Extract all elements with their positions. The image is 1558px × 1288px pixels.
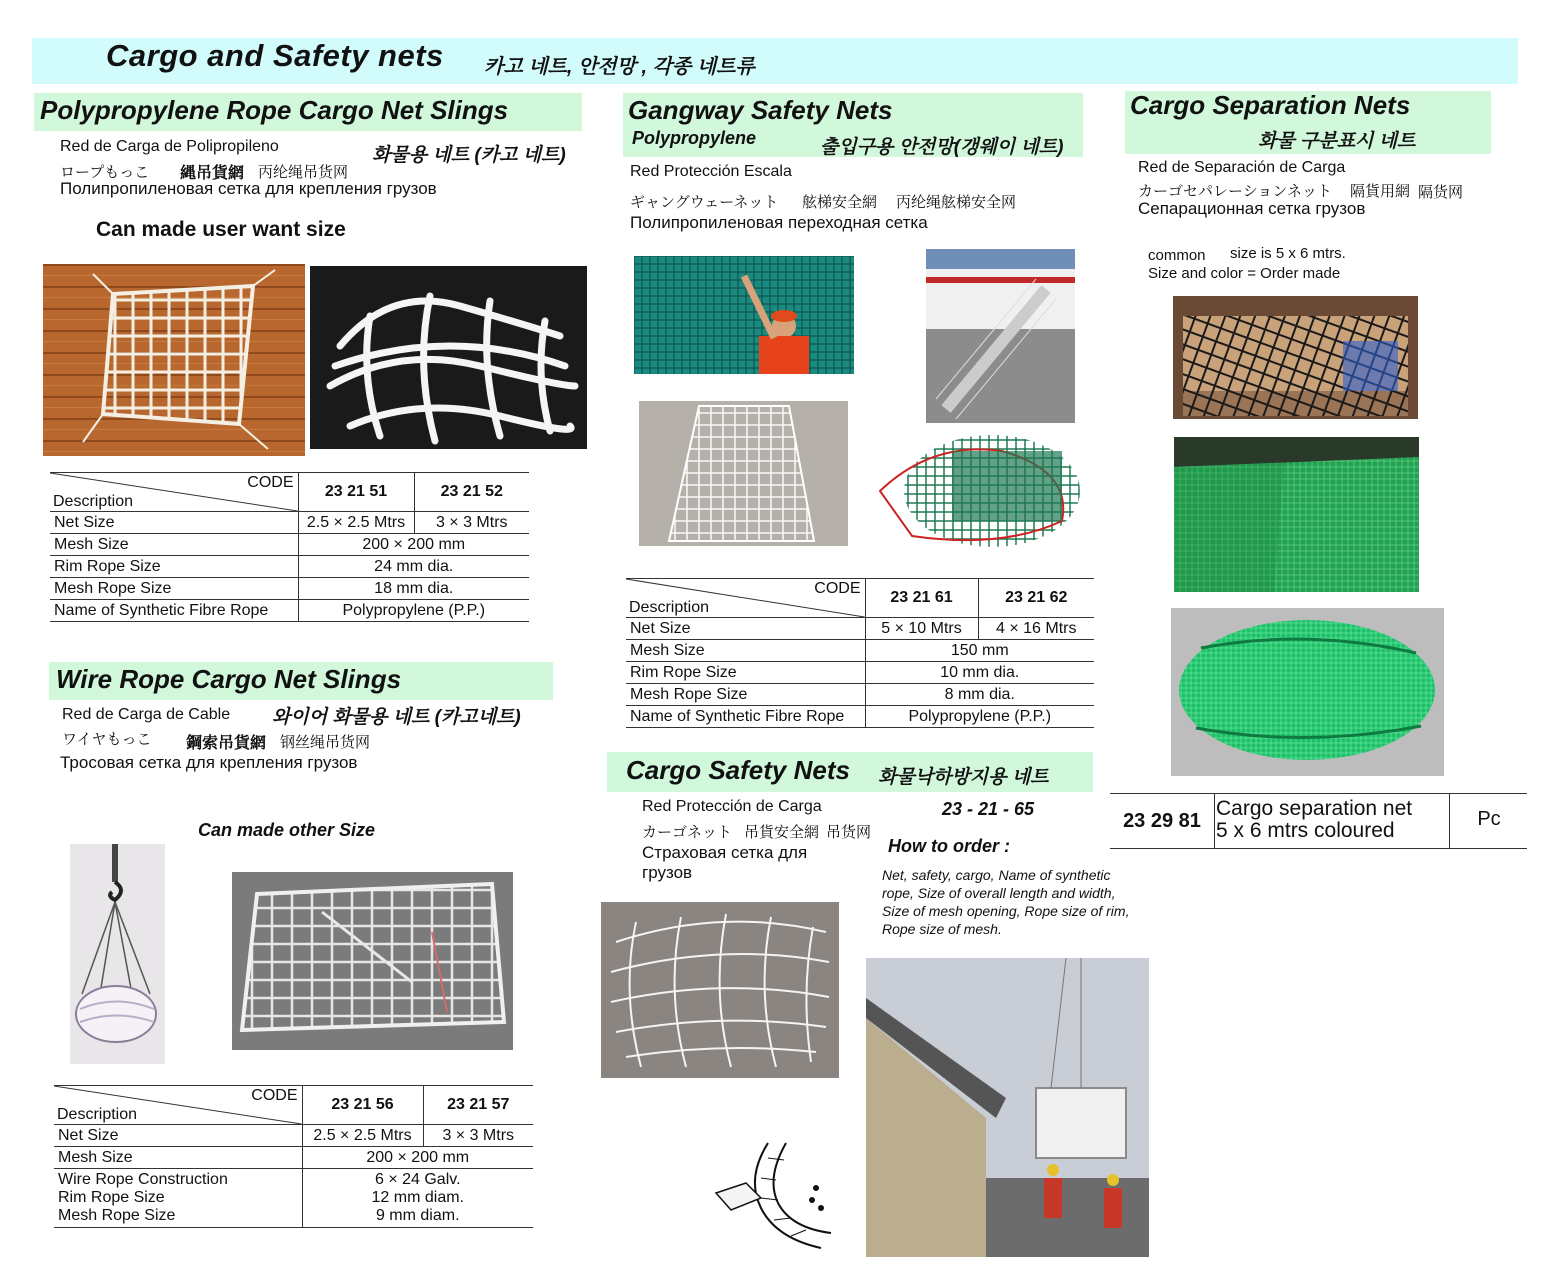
separation-title: Cargo Separation Nets (1130, 90, 1411, 120)
separation-common-label: common (1148, 247, 1206, 264)
poly-rope-title: Polypropylene Rope Cargo Net Slings (40, 95, 509, 125)
gangway-spanish: Red Protección Escala (630, 163, 792, 180)
poly-rope-japanese: ロープもっこ (60, 164, 150, 181)
code-label: CODE (251, 1087, 298, 1104)
gangway-net-floor-photo (639, 401, 848, 546)
wire-rope-spanish: Red de Carga de Cable (62, 706, 231, 723)
separation-spanish: Red de Separación de Carga (1138, 159, 1346, 176)
spec-label: Net Size (50, 512, 298, 534)
poly-rope-japanese-kanji: 縄吊貨網 (180, 165, 245, 182)
spec-value: 3 × 3 Mtrs (414, 512, 529, 534)
separation-order-row (1110, 793, 1527, 849)
spec-value-group (302, 1169, 533, 1228)
order-line: Net, safety, cargo, Name of synthetic (882, 867, 1111, 883)
spec-value: 4 × 16 Mtrs (978, 618, 1094, 640)
spec-value: 6 × 24 Galv. (374, 1171, 461, 1188)
separation-order-code: 23 29 81 (1110, 794, 1215, 848)
wire-rope-title: Wire Rope Cargo Net Slings (56, 664, 402, 694)
description-label: Description (53, 493, 134, 510)
spec-value: 200 × 200 mm (302, 1147, 533, 1169)
poly-rope-spanish: Red de Carga de Polipropileno (60, 138, 279, 155)
gangway-title: Gangway Safety Nets (628, 95, 893, 125)
cargo-safety-spanish: Red Protección de Carga (642, 798, 822, 815)
wire-net-sling-photo (70, 844, 165, 1064)
wire-rope-japanese: ワイヤもっこ (62, 731, 152, 748)
product-code: 23 21 56 (302, 1086, 423, 1125)
spec-label: Wire Rope Construction (58, 1171, 228, 1188)
separation-order-description (1216, 798, 1448, 842)
spec-label: Mesh Size (50, 534, 298, 556)
separation-pallet-photo (1173, 296, 1418, 419)
cargo-safety-korean: 화물낙하방지용 네트 (878, 767, 1049, 788)
cargo-safety-japanese: カーゴネット (642, 824, 733, 841)
cargo-safety-russian-2: грузов (642, 863, 693, 882)
cargo-safety-title: Cargo Safety Nets (626, 755, 850, 785)
separation-size-color: Size and color = Order made (1148, 265, 1341, 282)
spec-value: 2.5 × 2.5 Mtrs (298, 512, 414, 534)
gangway-japanese: ギャングウェーネット (630, 194, 779, 211)
spec-value: 8 mm dia. (865, 684, 1094, 706)
product-code: 23 21 61 (865, 579, 978, 618)
spec-label: Net Size (54, 1125, 302, 1147)
wire-rope-korean: 와이어 화물용 네트 (카고네트) (272, 707, 521, 728)
cargo-safety-net-photo (601, 902, 839, 1078)
wire-rope-japanese-kanji: 鋼索吊貨網 (186, 735, 267, 752)
wire-rope-spec-table (54, 1085, 533, 1228)
spec-label: Rim Rope Size (58, 1189, 165, 1206)
spec-value: 2.5 × 2.5 Mtrs (302, 1125, 423, 1147)
spec-label: Mesh Size (626, 640, 865, 662)
separation-common-size: size is 5 x 6 mtrs. (1230, 245, 1346, 262)
cargo-ship-loading-photo (866, 958, 1149, 1257)
spec-label: Net Size (626, 618, 865, 640)
wire-rope-chinese: 钢丝绳吊货网 (280, 734, 371, 751)
page-title-korean: 카고 네트, 안전망 , 각종 네트류 (484, 56, 755, 78)
spec-label: Name of Synthetic Fibre Rope (50, 600, 298, 622)
separation-russian: Сепарационная сетка грузов (1138, 199, 1366, 218)
poly-net-floor-photo (43, 264, 305, 456)
separation-japanese-kanji: 隔貨用網 (1350, 183, 1411, 200)
code-label: CODE (247, 474, 294, 491)
gangway-chinese: 丙纶绳舷梯安全网 (896, 194, 1017, 211)
poly-code-header-cell (50, 473, 298, 512)
description-label: Description (629, 599, 710, 616)
spec-label: Mesh Rope Size (50, 578, 298, 600)
spec-value: 9 mm diam. (375, 1207, 460, 1224)
poly-net-bundle-photo (310, 266, 587, 449)
spec-value: 24 mm dia. (298, 556, 529, 578)
wire-rope-russian: Тросовая сетка для крепления грузов (60, 753, 358, 772)
spec-value: 200 × 200 mm (298, 534, 529, 556)
cargo-safety-code: 23 - 21 - 65 (942, 799, 1035, 819)
spec-value: 18 mm dia. (298, 578, 529, 600)
separation-green-bundle-photo (1171, 608, 1444, 776)
cargo-safety-japanese-kanji: 吊貨安全網 (744, 824, 820, 841)
cargo-safety-russian-1: Страховая сетка для (642, 843, 808, 862)
spec-value: Polypropylene (P.P.) (298, 600, 529, 622)
gangway-japanese-kanji: 舷梯安全網 (802, 194, 878, 211)
order-description-line: Cargo separation net (1216, 797, 1413, 820)
poly-rope-chinese: 丙纶绳吊货网 (258, 164, 349, 181)
wire-code-header-cell (54, 1086, 302, 1125)
separation-japanese: カーゴセパレーションネット (1138, 183, 1332, 200)
spec-label-group (54, 1169, 302, 1228)
description-label: Description (57, 1106, 138, 1123)
how-to-order-heading: How to order : (888, 836, 1010, 856)
wire-net-flat-photo (232, 872, 513, 1050)
gangway-korean: 출입구용 안전망(갱웨이 네트) (820, 137, 1064, 158)
poly-rope-russian: Полипропиленовая сетка для крепления грузов (60, 179, 437, 198)
cargo-safety-chinese: 吊货网 (826, 824, 872, 841)
poly-rope-spec-table (50, 472, 529, 622)
spec-value: 150 mm (865, 640, 1094, 662)
gangway-ship-photo (926, 249, 1075, 423)
gangway-spec-table (626, 578, 1094, 728)
spec-label: Mesh Rope Size (626, 684, 865, 706)
gangway-worker-photo (634, 256, 854, 374)
spec-value: 5 × 10 Mtrs (865, 618, 978, 640)
poly-rope-size-note: Can made user want size (96, 218, 346, 241)
separation-green-cover-photo (1174, 437, 1419, 592)
order-line: Size of mesh opening, Rope size of rim, (882, 903, 1130, 919)
spec-label: Rim Rope Size (50, 556, 298, 578)
spec-label: Rim Rope Size (626, 662, 865, 684)
spec-value: Polypropylene (P.P.) (865, 706, 1094, 728)
poly-rope-korean: 화물용 네트 (카고 네트) (372, 145, 566, 166)
code-label: CODE (814, 580, 861, 597)
wire-rope-size-note: Can made other Size (198, 820, 376, 840)
separation-korean: 화물 구분표시 네트 (1258, 131, 1416, 152)
product-code: 23 21 51 (298, 473, 414, 512)
gangway-russian: Полипропиленовая переходная сетка (630, 213, 928, 232)
spec-value: 3 × 3 Mtrs (423, 1125, 533, 1147)
gangway-subtitle: Polypropylene (632, 128, 757, 148)
gangway-net-green-photo (872, 431, 1080, 551)
how-to-order-text (882, 866, 1129, 938)
order-description-line: 5 x 6 mtrs coloured (1216, 819, 1395, 842)
gangway-code-header-cell (626, 579, 865, 618)
cargo-net-sketch (706, 1138, 834, 1250)
spec-value: 10 mm dia. (865, 662, 1094, 684)
spec-label: Name of Synthetic Fibre Rope (626, 706, 865, 728)
product-code: 23 21 52 (414, 473, 529, 512)
product-code: 23 21 57 (423, 1086, 533, 1125)
page-title: Cargo and Safety nets (106, 38, 444, 73)
product-code: 23 21 62 (978, 579, 1094, 618)
spec-value: 12 mm diam. (371, 1189, 464, 1206)
spec-label: Mesh Size (54, 1147, 302, 1169)
spec-label: Mesh Rope Size (58, 1207, 176, 1224)
separation-order-unit: Pc (1449, 794, 1528, 848)
order-line: Rope size of mesh. (882, 921, 1002, 937)
separation-chinese: 隔货网 (1418, 184, 1464, 201)
order-line: rope, Size of overall length and width, (882, 885, 1116, 901)
